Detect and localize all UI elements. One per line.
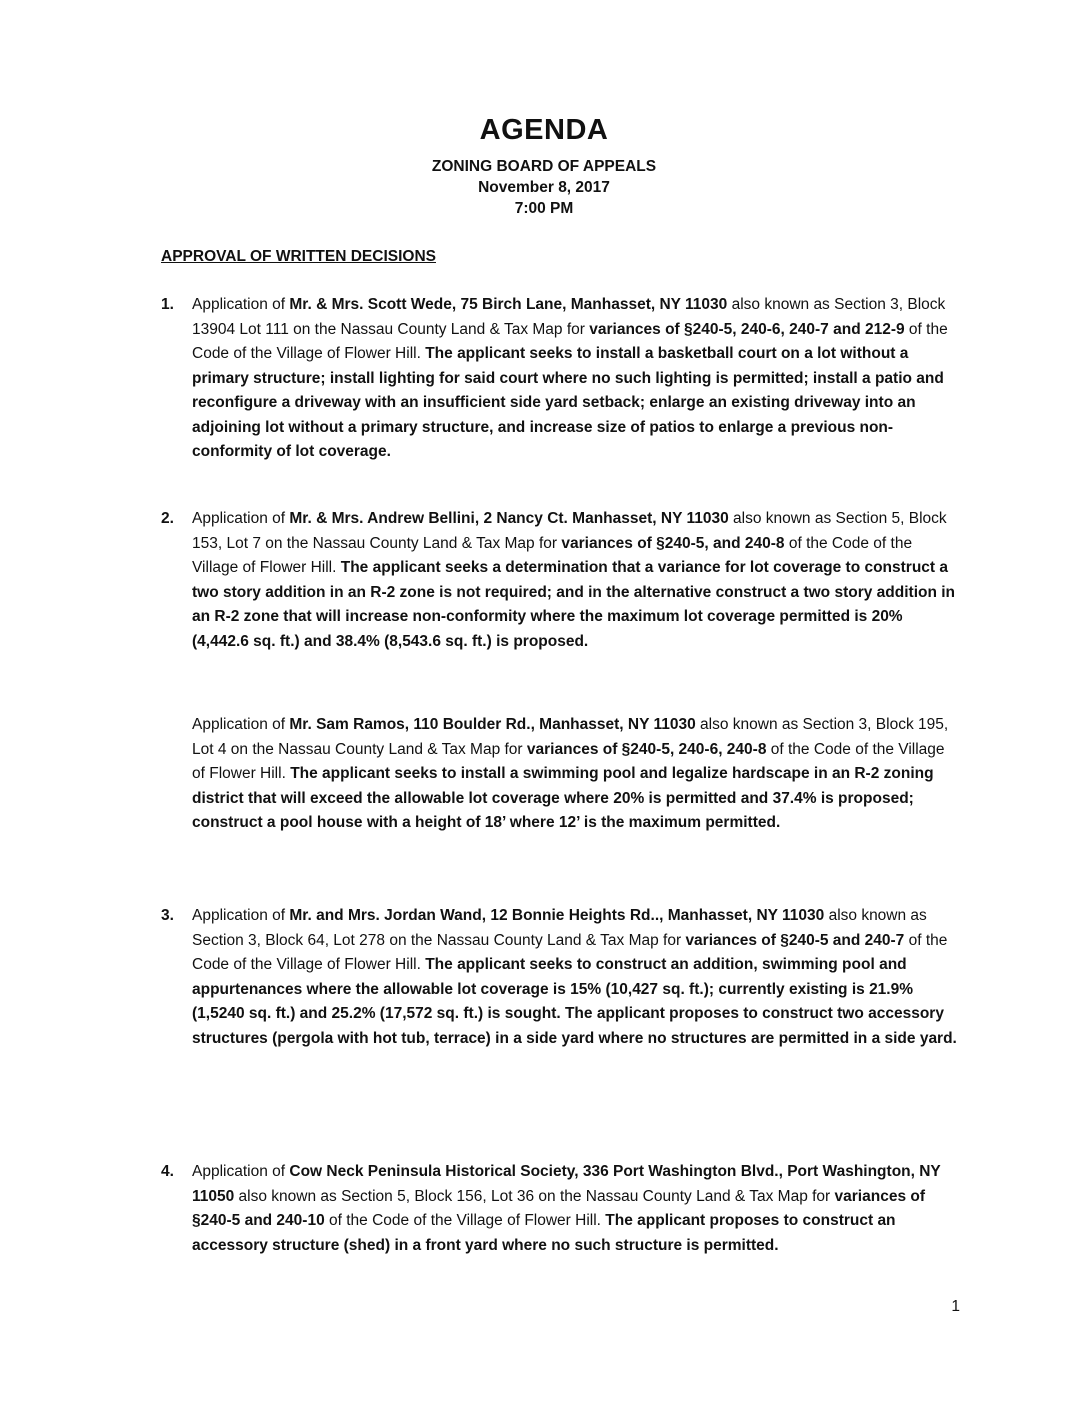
agenda-item-3 — [161, 904, 961, 1051]
text-segment: Application of — [192, 296, 290, 313]
bold-text-segment: The applicant seeks to install a swimming pool and legalize hardscape in an R-2 zoning district that will exceed the allowable lot coverage where 20% is permitted and 37.4% is proposed; construct a pool house with a height of 18’ where 12’ is the maximum permitted. — [192, 765, 934, 831]
bold-text-segment: variances of §240-5, 240-6, 240-8 — [526, 740, 767, 758]
meeting-time: 7:00 PM — [514, 200, 574, 217]
meeting-date: November 8, 2017 — [478, 179, 610, 196]
bold-text-segment: Mr. and Mrs. Jordan Wand, 12 Bonnie Heights Rd.., Manhasset, NY 11030 — [289, 907, 825, 924]
text-segment: of the Code of the Village of Flower Hill. — [192, 320, 948, 362]
board-name: ZONING BOARD OF APPEALS — [431, 158, 657, 175]
bold-text-segment: Cow Neck Peninsula Historical Society, 336 Port Washington Blvd., Port Washington, NY 11050 — [192, 1163, 941, 1205]
bold-text-segment: variances of §240-5 and 240-7 — [685, 931, 905, 949]
agenda-item-1 — [161, 293, 961, 465]
agenda-item-2 — [161, 507, 961, 654]
bold-text-segment: Mr. & Mrs. Scott Wede, 75 Birch Lane, Manhasset, NY 11030 — [289, 296, 728, 313]
bold-text-segment: Mr. & Mrs. Andrew Bellini, 2 Nancy Ct. Manhasset, NY 11030 — [289, 510, 729, 527]
text-segment: of the Code of the Village of Flower Hill. — [324, 1212, 606, 1229]
bold-text-segment: The applicant seeks to install a basketball court on a lot without a primary structure; install lighting for said court where no such lighting is permitted; install a patio and reconfigure a driveway with an insufficient side yard setback; enlarge an existing driveway into an adjoining lot without a primary structure, and increase size of patios to enlarge a previous non-conformity of lot coverage. — [192, 345, 944, 460]
item-text — [192, 713, 961, 836]
item-text — [192, 507, 961, 654]
text-segment: also known as Section 5, Block 156, Lot 36 on the Nassau County Land & Tax Map for — [234, 1187, 835, 1205]
bold-text-segment: Mr. Sam Ramos, 110 Boulder Rd., Manhasset, NY 11030 — [289, 716, 696, 733]
page-title: AGENDA — [479, 114, 609, 146]
item-number: 4. — [161, 1163, 174, 1180]
bold-text-segment: variances of §240-5, 240-6, 240-7 and 212-9 — [589, 320, 905, 338]
agenda-item-unnumbered — [161, 713, 961, 836]
bold-text-segment: The applicant seeks to construct an addition, swimming pool and appurtenances where the allowable lot coverage is 15% (10,427 sq. ft.); currently existing is 21.9% (1,5240 sq. ft.) and 25.2% (17,572 sq. ft.) is sought. The applicant proposes to construct two accessory structures (pergola with hot tub, terrace) in a side yard where no structures are permitted in a side yard. — [192, 956, 957, 1047]
bold-text-segment: variances of §240-5, and 240-8 — [561, 534, 785, 552]
item-text — [192, 293, 961, 465]
item-text — [192, 1160, 961, 1258]
agenda-item-4 — [161, 1160, 961, 1258]
text-segment: Application of — [192, 716, 290, 733]
text-segment: also known as Section 3, Block 64, Lot 278 on the Nassau County Land & Tax Map for — [192, 907, 927, 949]
text-segment: of the Code of the Village of Flower Hill. — [192, 534, 913, 576]
bold-text-segment: The applicant seeks a determination that a variance for lot coverage to construct a two story addition in an R-2 zone is not required; and in the alternative construct a two story addition in an R-2 zone that will increase non-conformity where the maximum lot coverage permitted is 20% (4,442.6 sq. ft.) and 38.4% (8,543.6 sq. ft.) is proposed. — [192, 559, 956, 650]
page-number: 1 — [951, 1298, 960, 1315]
bold-text-segment: The applicant proposes to construct an accessory structure (shed) in a front yard where no such structure is permitted. — [192, 1212, 896, 1254]
text-segment: of the Code of the Village of Flower Hill. — [192, 740, 945, 782]
text-segment: Application of — [192, 907, 290, 924]
text-segment: also known as Section 5, Block 153, Lot 7 on the Nassau County Land & Tax Map for — [192, 510, 947, 552]
text-segment: also known as Section 3, Block 13904 Lot 111 on the Nassau County Land & Tax Map for — [192, 296, 946, 338]
item-text — [192, 904, 961, 1051]
text-segment: also known as Section 3, Block 195, Lot 4 on the Nassau County Land & Tax Map for — [192, 716, 949, 758]
text-segment: Application of — [192, 510, 290, 527]
text-segment: of the Code of the Village of Flower Hill. — [192, 931, 948, 973]
item-number: 1. — [161, 296, 174, 313]
item-number: 3. — [161, 907, 174, 924]
bold-text-segment: variances of §240-5 and 240-10 — [192, 1187, 925, 1229]
text-segment: Application of — [192, 1163, 290, 1180]
item-number: 2. — [161, 510, 174, 527]
section-heading: APPROVAL OF WRITTEN DECISIONS — [161, 248, 436, 265]
